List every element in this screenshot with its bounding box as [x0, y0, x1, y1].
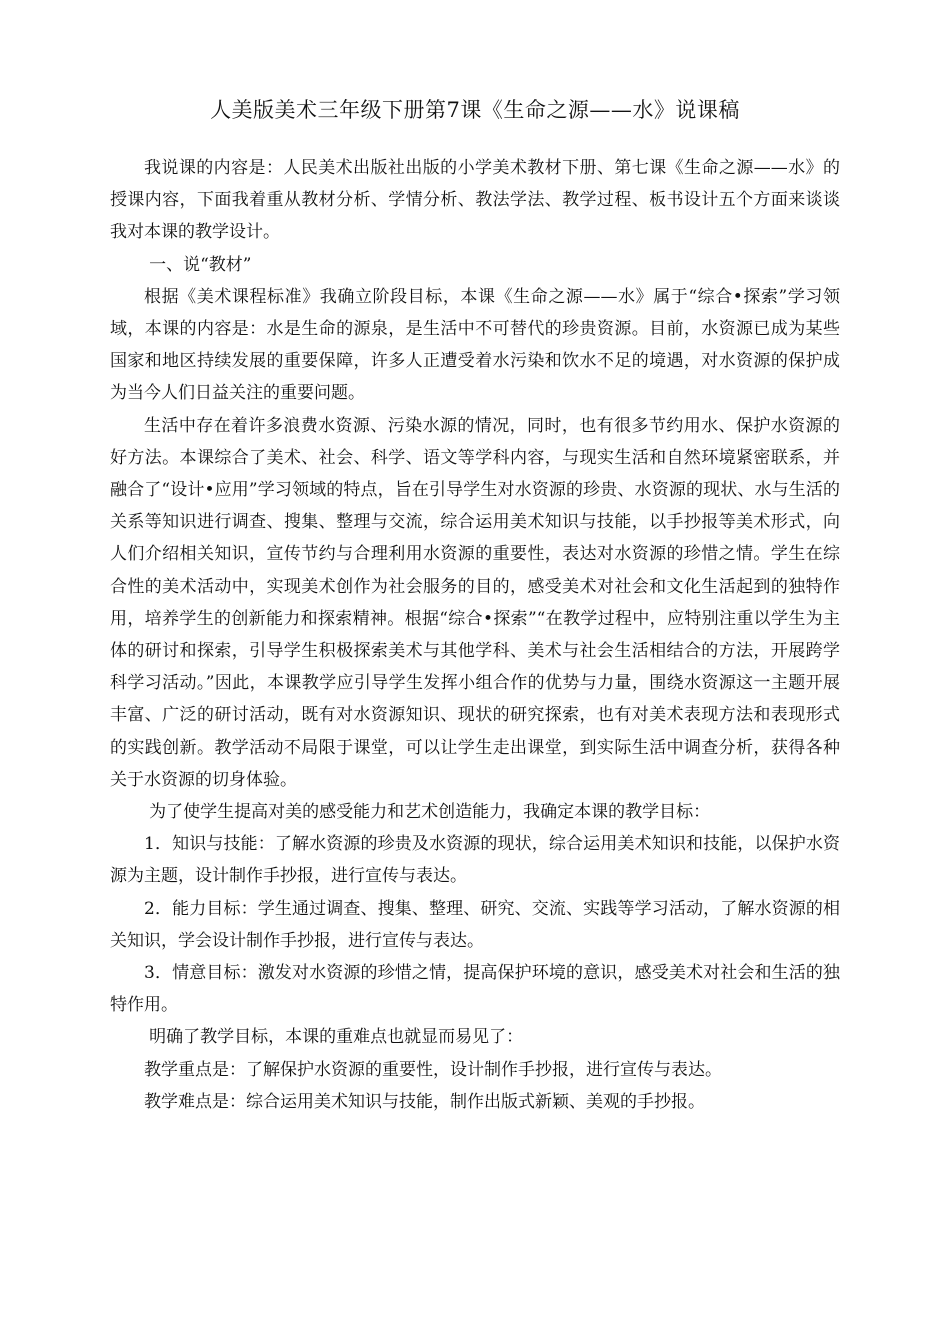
paragraph-keypoints-intro: 明确了教学目标，本课的重难点也就显而易见了： [149, 1027, 524, 1048]
paragraph-goal-ability: 2．能力目标：学生通过调查、搜集、整理、研究、交流、实践等学习活动，了解水资源的相关知识，学会设计制作手抄报，进行宣传与表达。 [110, 898, 840, 951]
paragraph-key-point: 教学重点是：了解保护水资源的重要性，设计制作手抄报，进行宣传与表达。 [144, 1059, 722, 1080]
paragraph-intro: 我说课的内容是：人民美术出版社出版的小学美术教材下册、第七课《生命之源——水》的授课内容，下面我着重从教材分析、学情分析、教法学法、教学过程、板书设计五个方面来谈谈我对本课的教学设计。 [110, 158, 840, 243]
paragraph-goal-emotion: 3．情意目标：激发对水资源的珍惜之情，提高保护环境的意识，感受美术对社会和生活的独特作用。 [110, 963, 840, 1016]
document-title: 人美版美术三年级下册第7课《生命之源——水》说课稿 [210, 98, 740, 122]
document-page [110, 90, 840, 1118]
section-heading-textbook: 一、说“教材” [149, 254, 252, 275]
paragraph-difficult-point: 教学难点是：综合运用美术知识与技能，制作出版式新颖、美观的手抄报。 [144, 1091, 705, 1112]
paragraph-goals-intro: 为了使学生提高对美的感受能力和艺术创造能力，我确定本课的教学目标： [149, 802, 711, 823]
paragraph-curriculum: 根据《美术课程标准》我确立阶段目标，本课《生命之源——水》属于“综合•探索”学习领域，本课的内容是：水是生命的源泉，是生活中不可替代的珍贵资源。目前，水资源已成为某些国家和地区持续发展的重要保障，许多人正遭受着水污染和饮水不足的境遇，对水资源的保护成为当今人们日益关注的重要问题。 [110, 286, 840, 404]
paragraph-content-analysis: 生活中存在着许多浪费水资源、污染水源的情况，同时，也有很多节约用水、保护水资源的好方法。本课综合了美术、社会、科学、语文等学科内容，与现实生活和自然环境紧密联系，并融合了“设计•应用”学习领域的特点，旨在引导学生对水资源的珍贵、水资源的现状、水与生活的关系等知识进行调查、搜集、整理与交流，综合运用美术知识与技能，以手抄报等美术形式，向人们介绍相关知识，宣传节约与合理利用水资源的重要性，表达对水资源的珍惜之情。学生在综合性的美术活动中，实现美术创作为社会服务的目的，感受美术对社会和文化生活起到的独特作用，培养学生的创新能力和探索精神。根据“综合•探索”“在教学过程中，应特别注重以学生为主体的研讨和探索，引导学生积极探索美术与其他学科、美术与社会生活相结合的方法，开展跨学科学习活动。”因此，本课教学应引导学生发挥小组合作的优势与力量，围绕水资源这一主题开展丰富、广泛的研讨活动，既有对水资源知识、现状的研究探索，也有对美术表现方法和表现形式的实践创新。教学活动不局限于课堂，可以让学生走出课堂，到实际生活中调查分析，获得各种关于水资源的切身体验。 [110, 415, 840, 790]
paragraph-goal-knowledge: 1．知识与技能：了解水资源的珍贵及水资源的现状，综合运用美术知识和技能，以保护水资源为主题，设计制作手抄报，进行宣传与表达。 [110, 834, 840, 887]
